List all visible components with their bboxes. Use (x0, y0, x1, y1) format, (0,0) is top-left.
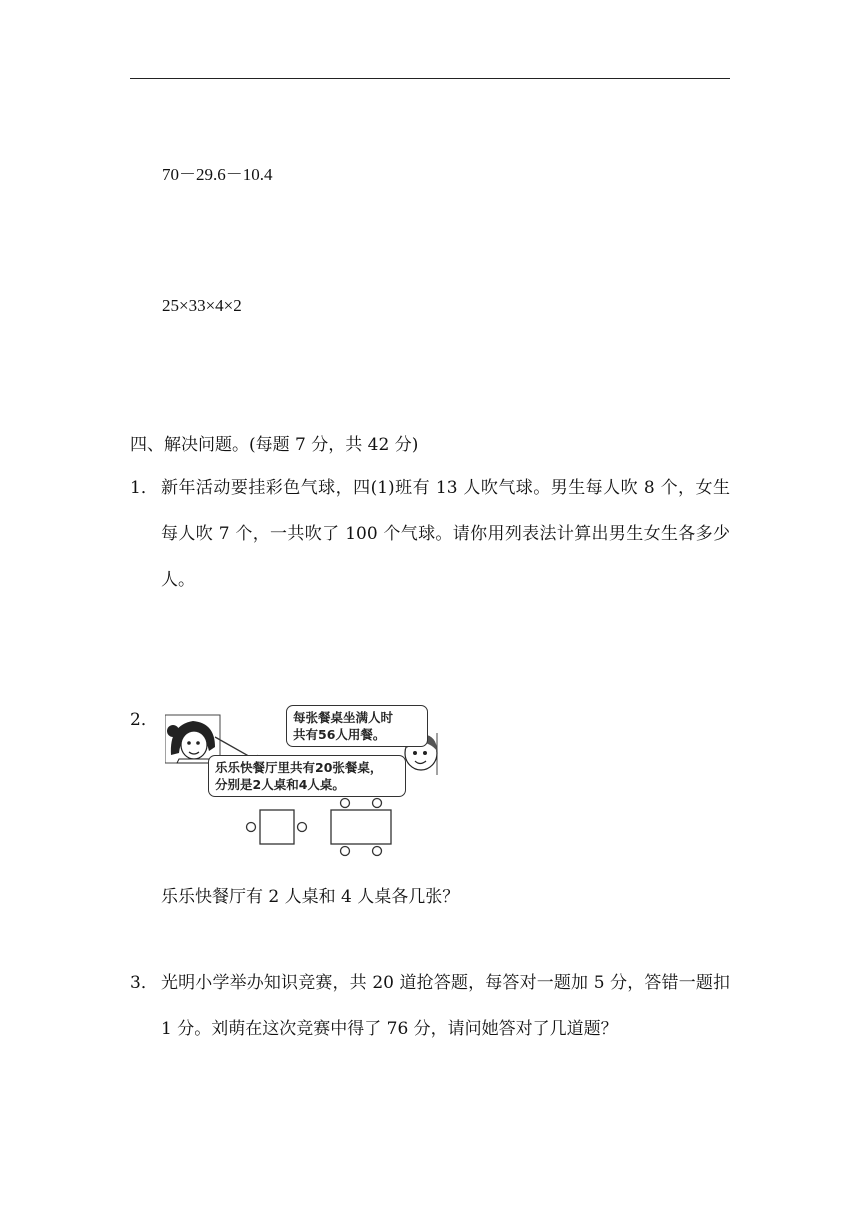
boy-speech-bubble (286, 705, 428, 747)
question-2-illustration (165, 705, 475, 865)
question-2-number: 2． (130, 710, 158, 730)
boy-bubble-line-2: 共有56人用餐。 (293, 727, 386, 742)
section-title: 四、解决问题。(每题 7 分，共 42 分) (130, 435, 419, 455)
boy-bubble-line-1: 每张餐桌坐满人时 (293, 710, 394, 725)
question-3 (130, 960, 730, 1052)
two-person-table (247, 810, 307, 844)
expression-2: 25×33×4×2 (162, 296, 242, 315)
question-1-number: 1． (130, 478, 158, 498)
question-2-text: 乐乐快餐厅有 2 人桌和 4 人桌各几张？ (161, 887, 460, 907)
question-1 (130, 465, 730, 603)
expression-1: 70－29.6－10.4 (162, 165, 273, 184)
question-3-number: 3． (130, 973, 158, 993)
header-rule (130, 78, 730, 79)
girl-bubble-line-2: 分别是2人桌和4人桌。 (215, 777, 345, 792)
four-person-table (331, 799, 391, 856)
question-3-text: 光明小学举办知识竞赛，共 20 道抢答题，每答对一题加 5 分，答错一题扣 1 分。刘萌在这次竞赛中得了 76 分，请问她答对了几道题？ (161, 973, 730, 1039)
girl-bubble-line-1: 乐乐快餐厅里共有20张餐桌， (215, 760, 383, 775)
girl-speech-bubble (208, 755, 406, 797)
question-1-text: 新年活动要挂彩色气球，四(1)班有 13 人吹气球。男生每人吹 8 个，女生每人吹 7 个，一共吹了 100 个气球。请你用列表法计算出男生女生各多少人。 (161, 478, 730, 590)
